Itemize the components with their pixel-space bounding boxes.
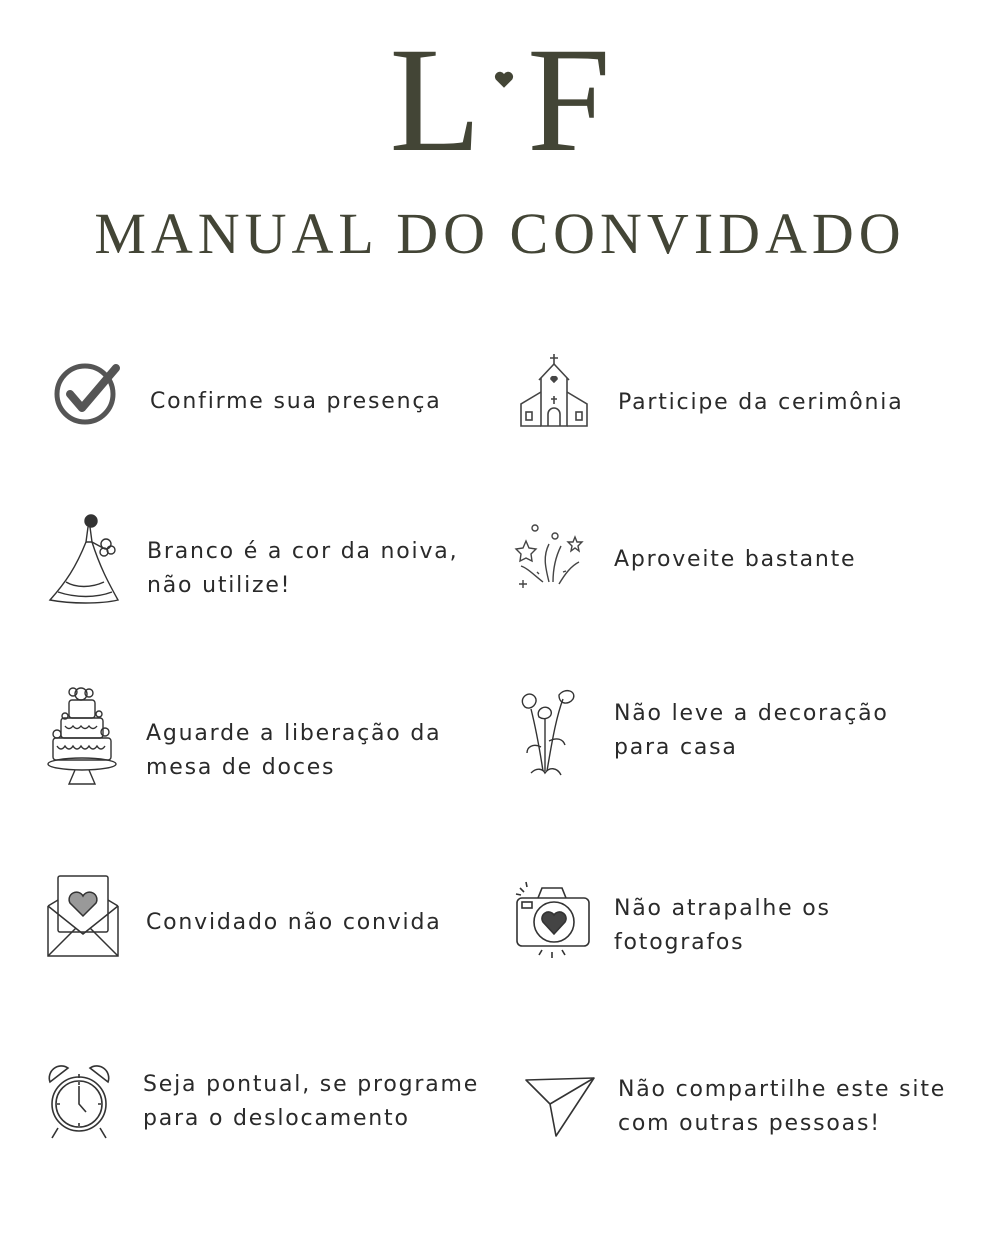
cake-icon xyxy=(45,684,121,792)
item-label: Seja pontual, se programe para o deslocamento xyxy=(143,1072,480,1131)
item-label: Branco é a cor da noiva, não utilize! xyxy=(147,539,459,598)
camera-heart-icon xyxy=(512,880,594,960)
flowers-icon xyxy=(513,685,579,781)
item-label: Não atrapalhe os fotografos xyxy=(614,896,831,955)
paper-plane-icon xyxy=(524,1076,596,1140)
envelope-heart-icon xyxy=(46,872,122,960)
item-label: Não compartilhe este site com outras pessoas! xyxy=(618,1077,947,1136)
item-label: Não leve a decoração para casa xyxy=(614,701,889,760)
page-title: MANUAL DO CONVIDADO xyxy=(94,201,906,266)
bride-icon xyxy=(46,512,122,606)
monogram-logo xyxy=(0,17,1000,183)
item-label: Aproveite bastante xyxy=(614,547,857,572)
monogram-letter-l: L xyxy=(389,17,482,183)
heart-icon xyxy=(493,69,515,91)
item-label: Confirme sua presença xyxy=(150,389,442,414)
item-label: Participe da cerimônia xyxy=(618,390,904,415)
item-label: Convidado não convida xyxy=(146,910,442,935)
check-circle-icon xyxy=(52,358,122,428)
church-icon xyxy=(517,352,591,430)
fireworks-icon xyxy=(513,522,585,594)
monogram-letter-f: F xyxy=(527,17,611,183)
item-label: Aguarde a liberação da mesa de doces xyxy=(146,721,442,780)
alarm-clock-icon xyxy=(44,1062,114,1142)
